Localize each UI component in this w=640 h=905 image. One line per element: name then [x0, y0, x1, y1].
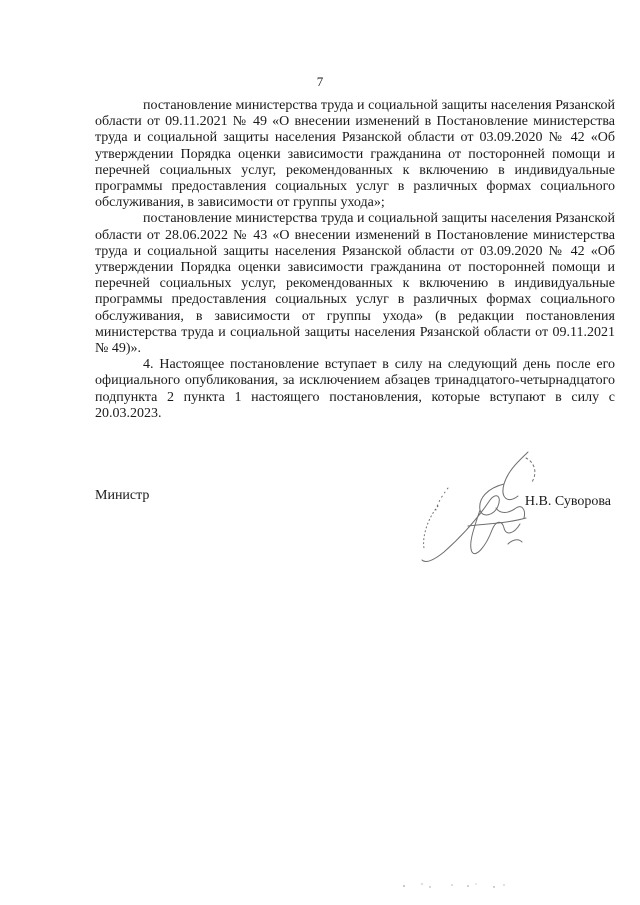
paragraph-repeal-order-43: постановление министерства труда и социальной защиты населения Рязанской области от 28.06.2022 № 43 «О внесении изменений в Постановление министерства труда и социальной защиты населения Рязанской области от 03.09.2020 № 42 «Об утверждении Порядка оценки зависимости гражданина от посторонней помощи и перечней социальных услуг, рекомендованных к включению в индивидуальные программы предоставления социальных услуг в различных формах социального обслуживания, в зависимости от группы ухода» (в редакции постановления министерства труда и социальной защиты населения Рязанской области от 09.11.2021 № 49)». — [95, 211, 615, 357]
document-body — [95, 98, 615, 422]
scan-noise — [400, 880, 510, 892]
page-number: 7 — [316, 74, 324, 89]
paragraph-effective-date: 4. Настоящее постановление вступает в силу на следующий день после его официального опубликования, за исключением абзацев тринадцатого-четырнадцатого подпункта 2 пункта 1 настоящего постановления, которые вступают в силу с 20.03.2023. — [95, 357, 615, 421]
paragraph-repeal-order-49: постановление министерства труда и социальной защиты населения Рязанской области от 09.11.2021 № 49 «О внесении изменений в Постановление министерства труда и социальной защиты населения Рязанской области от 03.09.2020 № 42 «Об утверждении Порядка оценки зависимости гражданина от посторонней помощи и перечней социальных услуг, рекомендованных к включению в индивидуальные программы предоставления социальных услуг в различных формах социального обслуживания, в зависимости от группы ухода»; — [95, 98, 615, 211]
signer-title: Министр — [95, 488, 150, 503]
signer-name: Н.В. Суворова — [524, 494, 611, 509]
handwritten-signature-icon — [408, 448, 558, 578]
